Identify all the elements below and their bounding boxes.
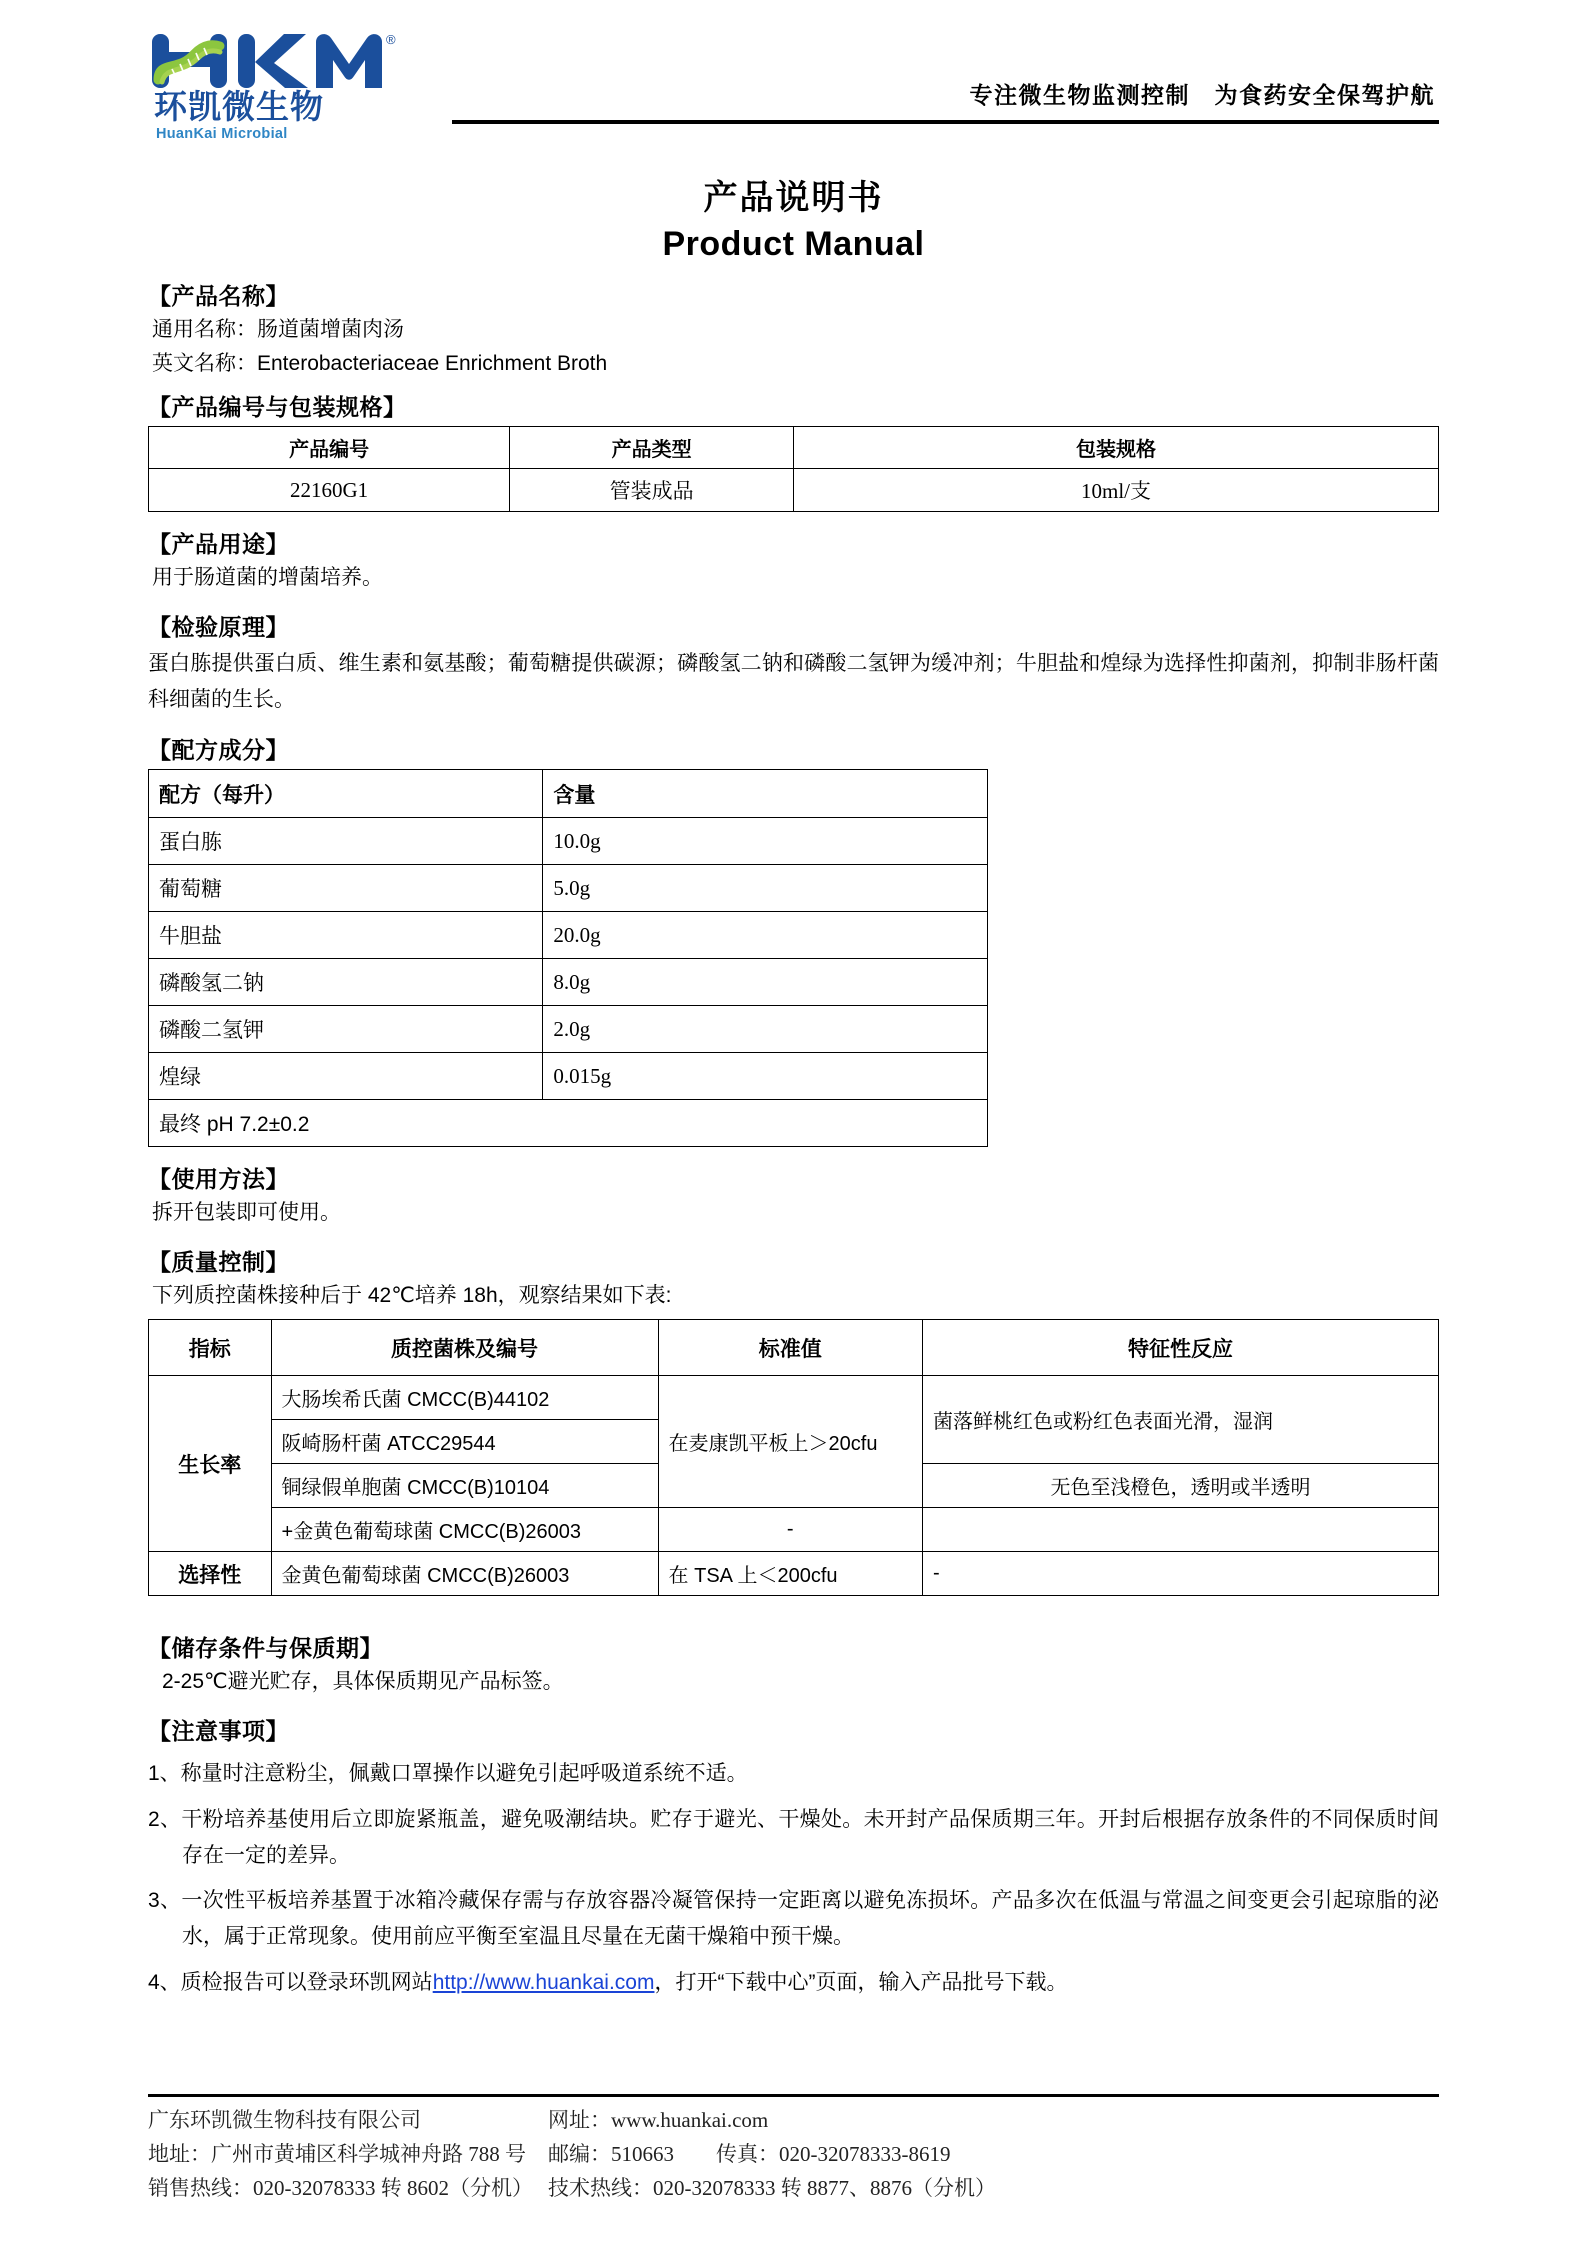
section-heading-quality: 【质量控制】 [148, 1249, 289, 1276]
table-row [149, 1552, 1439, 1596]
section-heading-formula: 【配方成分】 [148, 737, 289, 764]
cell-strain: 铜绿假单胞菌 CMCC(B)10104 [271, 1464, 658, 1508]
column-header-indicator: 指标 [149, 1320, 272, 1376]
page-title-cn: 产品说明书 [703, 179, 884, 217]
cell-ingredient-amount: 5.0g [543, 865, 988, 912]
section-heading-product-name: 【产品名称】 [148, 283, 289, 309]
cell-strain: +金黄色葡萄球菌 CMCC(B)26003 [271, 1508, 658, 1552]
cell-standard: 在 TSA 上＜200cfu [658, 1552, 922, 1596]
table-row [149, 1376, 1439, 1420]
cell-ingredient-amount: 10.0g [543, 818, 988, 865]
cell-product-code: 22160G1 [149, 469, 510, 512]
column-header-formula: 配方（每升） [149, 770, 543, 818]
precaution-text-before: 4、质检报告可以登录环凯网站 [148, 1970, 433, 1994]
footer-divider [148, 2094, 1439, 2097]
logo-chinese-name: 环凯微生物 [154, 88, 324, 126]
huankai-website-link[interactable]: http://www.huankai.com [432, 1970, 655, 1994]
column-header-code: 产品编号 [149, 427, 510, 469]
logo-english-name: HuanKai Microbial [156, 126, 288, 142]
table-row [149, 865, 988, 912]
footer-address: 地址：广州市黄埔区科学城神舟路 788 号 [148, 2141, 526, 2166]
cell-reaction: - [922, 1552, 1438, 1596]
precaution-text-after: ，打开“下载中心”页面，输入产品批号下载。 [654, 1970, 1068, 1994]
storage-text: 2-25℃避光贮存，具体保质期见产品标签。 [162, 1670, 564, 1694]
section-heading-purpose: 【产品用途】 [148, 531, 289, 558]
column-header-reaction: 特征性反应 [922, 1320, 1438, 1376]
table-header-row [149, 1320, 1439, 1376]
formula-table [148, 769, 988, 1147]
cell-strain: 金黄色葡萄球菌 CMCC(B)26003 [271, 1552, 658, 1596]
cell-ingredient-name: 磷酸二氢钾 [149, 1006, 543, 1053]
column-header-strain: 质控菌株及编号 [271, 1320, 658, 1376]
precaution-item: 3、一次性平板培养基置于冰箱冷藏保存需与存放容器冷凝管保持一定距离以避免冻损坏。产品多次在低温与常温之间变更会引起琼脂的泌水，属于正常现象。使用前应平衡至室温且尽量在无菌干燥箱中预干燥。 [148, 1889, 1439, 1949]
cell-ingredient-name: 磷酸氢二钠 [149, 959, 543, 1006]
product-code-table [148, 426, 1439, 512]
company-logo [148, 26, 448, 142]
cell-ingredient-amount: 0.015g [543, 1053, 988, 1100]
hkm-logo-icon [148, 30, 398, 94]
cell-ingredient-name: 蛋白胨 [149, 818, 543, 865]
cell-package-spec: 10ml/支 [793, 469, 1438, 512]
footer-right-column [548, 2103, 1439, 2205]
table-row-ph [149, 1100, 988, 1147]
footer-content [148, 2103, 1439, 2205]
cell-reaction [922, 1508, 1438, 1552]
product-common-name: 通用名称：肠道菌增菌肉汤 [152, 318, 404, 341]
column-header-standard: 标准值 [658, 1320, 922, 1376]
cell-product-type: 管装成品 [510, 469, 794, 512]
footer-left-column [148, 2103, 548, 2205]
principle-text: 蛋白胨提供蛋白质、维生素和氨基酸；葡萄糖提供碳源；磷酸氢二钠和磷酸二氢钾为缓冲剂；牛胆盐和煌绿为选择性抑菌剂，抑制非肠杆菌科细菌的生长。 [148, 652, 1439, 712]
footer-company-name: 广东环凯微生物科技有限公司 [148, 2107, 421, 2132]
cell-strain: 大肠埃希氏菌 CMCC(B)44102 [271, 1376, 658, 1420]
quality-intro-text: 下列质控菌株接种后于 42℃培养 18h，观察结果如下表: [152, 1284, 672, 1308]
cell-indicator-selectivity: 选择性 [149, 1552, 272, 1596]
cell-standard: 在麦康凯平板上＞20cfu [658, 1376, 922, 1508]
column-header-package: 包装规格 [793, 427, 1438, 469]
cell-ingredient-name: 牛胆盐 [149, 912, 543, 959]
precaution-item: 2、干粉培养基使用后立即旋紧瓶盖，避免吸潮结块。贮存于避光、干燥处。未开封产品保质期三年。开封后根据存放条件的不同保质时间存在一定的差异。 [148, 1808, 1439, 1867]
table-row [149, 959, 988, 1006]
cell-ingredient-amount: 2.0g [543, 1006, 988, 1053]
footer-postcode-fax: 邮编：510663 传真：020-32078333-8619 [548, 2141, 951, 2166]
cell-final-ph: 最终 pH 7.2±0.2 [149, 1100, 988, 1147]
column-header-type: 产品类型 [510, 427, 794, 469]
purpose-text: 用于肠道菌的增菌培养。 [152, 566, 383, 590]
column-header-amount: 含量 [543, 770, 988, 818]
page-title-en: Product Manual [662, 225, 925, 263]
table-header-row [149, 770, 988, 818]
page-header [148, 26, 1439, 142]
page-footer [148, 2094, 1439, 2205]
cell-reaction: 无色至浅橙色，透明或半透明 [922, 1464, 1438, 1508]
cell-standard: - [658, 1508, 922, 1552]
table-row [149, 1053, 988, 1100]
cell-ingredient-name: 葡萄糖 [149, 865, 543, 912]
cell-strain: 阪崎肠杆菌 ATCC29544 [271, 1420, 658, 1464]
table-row [149, 1508, 1439, 1552]
cell-ingredient-amount: 8.0g [543, 959, 988, 1006]
usage-text: 拆开包装即可使用。 [152, 1201, 341, 1225]
table-row [149, 469, 1439, 512]
precaution-item: 1、称量时注意粉尘，佩戴口罩操作以避免引起呼吸道系统不适。 [148, 1762, 748, 1786]
table-header-row [149, 427, 1439, 469]
footer-tech-hotline: 技术热线：020-32078333 转 8877、8876（分机） [548, 2175, 996, 2200]
header-divider [452, 120, 1439, 124]
table-row [149, 818, 988, 865]
quality-control-table [148, 1319, 1439, 1596]
section-heading-code-spec: 【产品编号与包装规格】 [148, 394, 407, 421]
footer-website: 网址：www.huankai.com [548, 2107, 769, 2132]
section-heading-principle: 【检验原理】 [148, 614, 289, 641]
table-row [149, 1006, 988, 1053]
section-heading-precautions: 【注意事项】 [148, 1718, 289, 1745]
company-tagline: 专注微生物监测控制 为食药安全保驾护航 [969, 82, 1435, 108]
product-english-name: 英文名称：Enterobacteriaceae Enrichment Broth [152, 352, 608, 376]
cell-indicator-growth: 生长率 [149, 1376, 272, 1552]
cell-reaction: 菌落鲜桃红色或粉红色表面光滑，湿润 [922, 1376, 1438, 1464]
footer-sales-hotline: 销售热线：020-32078333 转 8602（分机） [148, 2175, 533, 2200]
cell-ingredient-amount: 20.0g [543, 912, 988, 959]
section-heading-usage: 【使用方法】 [148, 1166, 289, 1193]
section-heading-storage: 【储存条件与保质期】 [148, 1635, 383, 1662]
table-row [149, 912, 988, 959]
precaution-item-with-link [148, 1965, 1439, 2001]
logo-mark [148, 30, 448, 92]
header-right [448, 77, 1439, 142]
cell-ingredient-name: 煌绿 [149, 1053, 543, 1100]
registered-mark: ® [386, 32, 396, 48]
